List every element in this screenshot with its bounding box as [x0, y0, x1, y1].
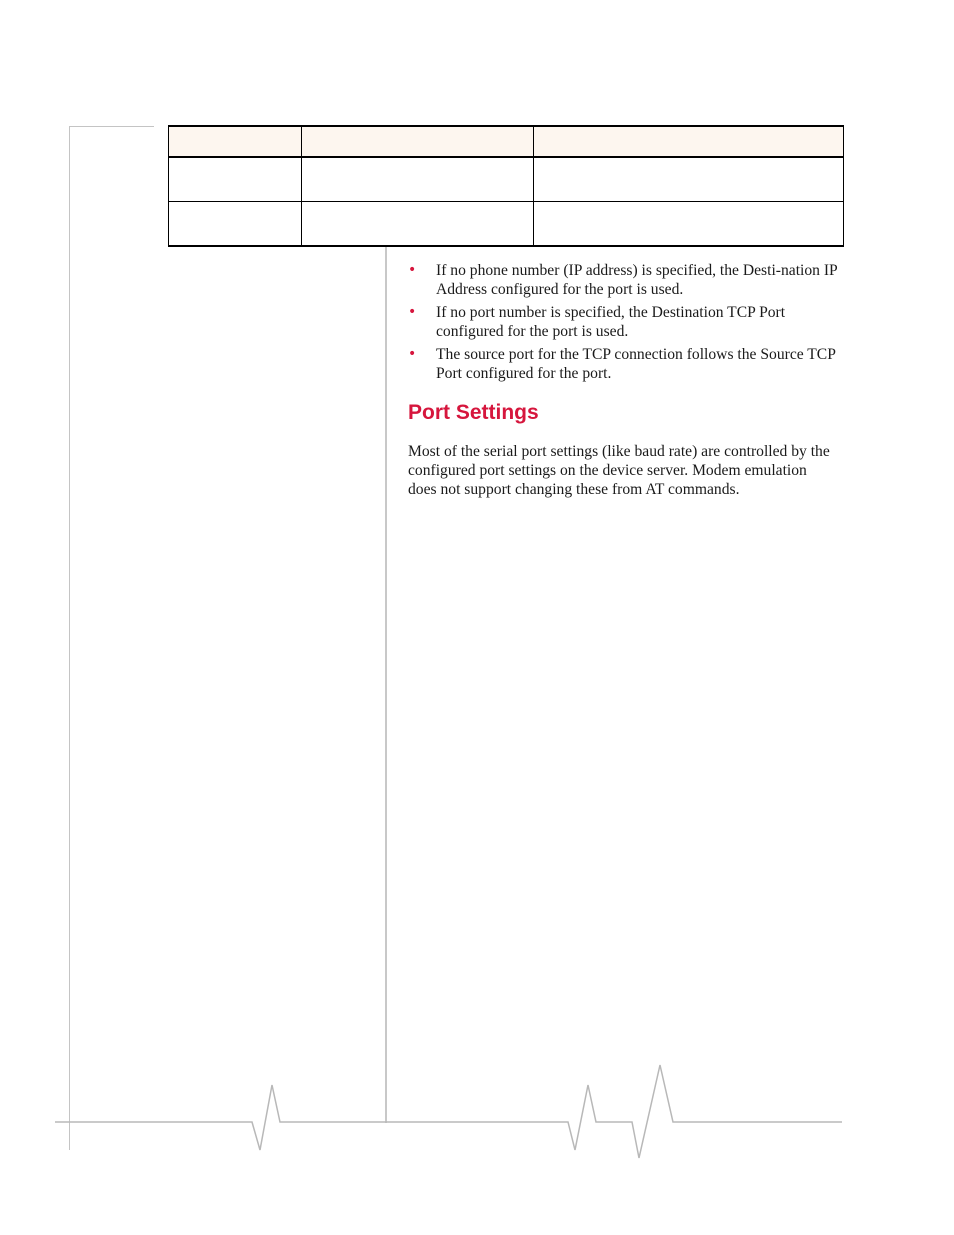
- column-divider-rule: [385, 247, 387, 1123]
- table-header-cell: [534, 126, 844, 157]
- bullet-icon: •: [408, 346, 417, 362]
- table-header-row: [169, 126, 844, 157]
- list-item-text: The source port for the TCP connection follows the Source TCP Port configured for the port.: [436, 346, 836, 382]
- table-header-cell: [302, 126, 534, 157]
- table-cell: [534, 157, 844, 202]
- list-item: [408, 345, 848, 383]
- parameter-table: [168, 125, 844, 247]
- bullet-icon: •: [408, 304, 417, 320]
- table-cell: [169, 157, 302, 202]
- list-item-text: If no port number is specified, the Destination TCP Port configured for the port is used.: [436, 304, 786, 340]
- bullet-list: [408, 261, 848, 387]
- list-item: [408, 303, 848, 341]
- table-cell: [302, 157, 534, 202]
- section-heading: Port Settings: [408, 401, 539, 424]
- table-row: [169, 202, 844, 247]
- top-margin-rule: [69, 126, 154, 127]
- left-margin-rule: [69, 126, 70, 1150]
- bullet-icon: •: [408, 262, 417, 278]
- list-item: [408, 261, 848, 299]
- table-cell: [169, 202, 302, 247]
- list-item-text: If no phone number (IP address) is specified, the Desti-nation IP Address configured for the port is used.: [436, 262, 838, 298]
- footer-waveform-decoration: [0, 1060, 954, 1170]
- table-header-cell: [169, 126, 302, 157]
- table-row: [169, 157, 844, 202]
- table-cell: [302, 202, 534, 247]
- table-cell: [534, 202, 844, 247]
- section-paragraph: Most of the serial port settings (like baud rate) are controlled by the configured port settings on the device server. Modem emulation does not support changing these from AT commands.: [408, 443, 830, 498]
